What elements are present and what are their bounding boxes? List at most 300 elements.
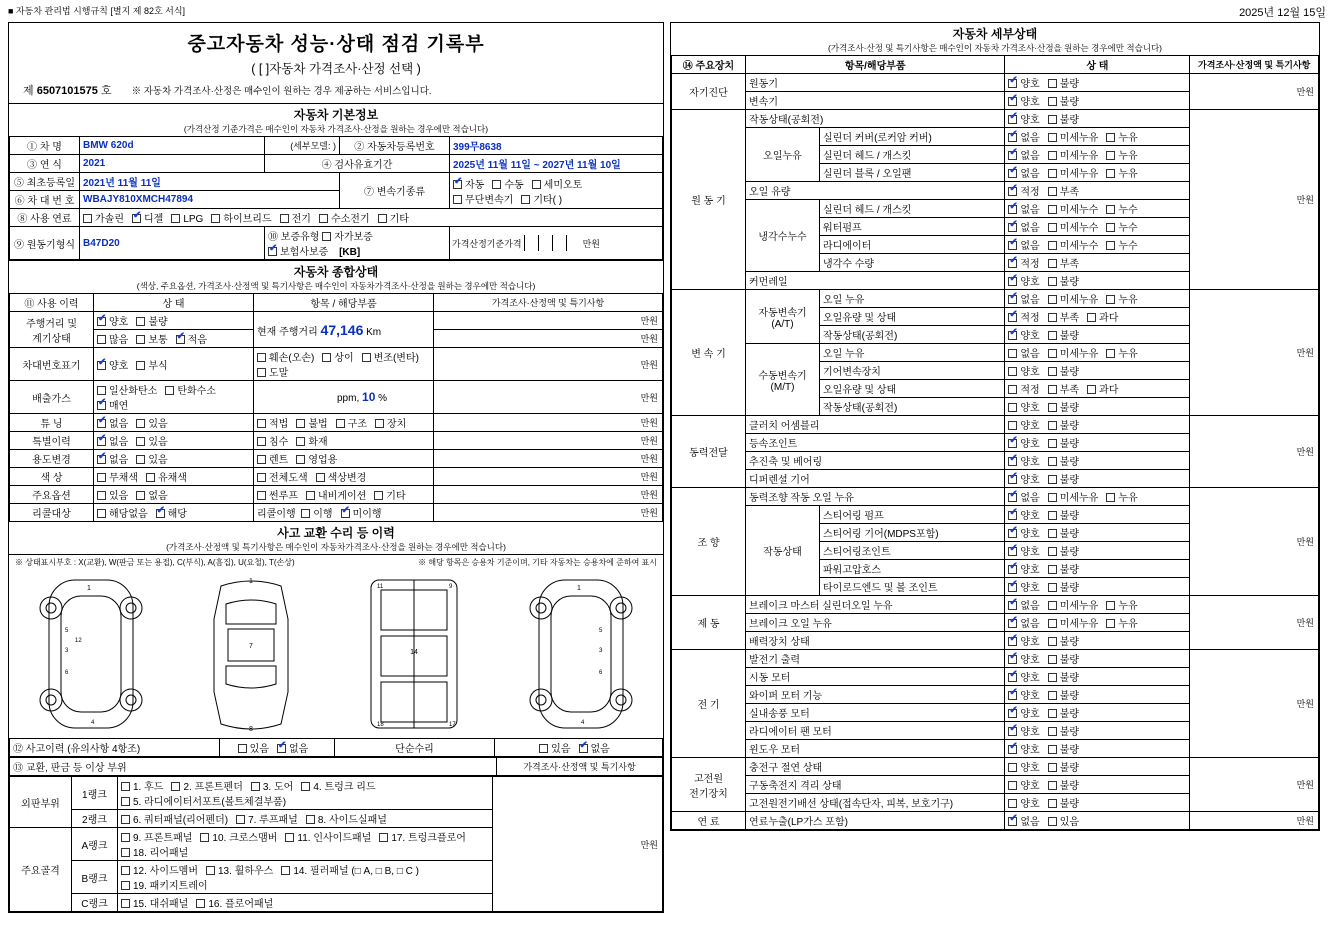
checkbox[interactable] (378, 214, 387, 223)
detail-state-options[interactable] (1005, 668, 1190, 686)
state-option[interactable] (1106, 237, 1137, 252)
checkbox[interactable] (1008, 151, 1017, 160)
state-option[interactable] (1048, 201, 1099, 216)
warranty-cell[interactable] (265, 227, 450, 260)
checkbox[interactable] (1048, 385, 1057, 394)
checkbox[interactable] (136, 361, 145, 370)
state-option[interactable] (165, 382, 216, 397)
checkbox[interactable] (1106, 493, 1115, 502)
checkbox[interactable] (375, 419, 384, 428)
checkbox[interactable] (1008, 277, 1017, 286)
checkbox[interactable] (1008, 457, 1017, 466)
state-option[interactable] (1106, 147, 1137, 162)
fuel-options[interactable] (80, 209, 663, 227)
row-item[interactable] (254, 486, 434, 504)
simple-repair-option[interactable] (579, 740, 610, 755)
state-option[interactable] (1008, 471, 1039, 486)
detail-state-options[interactable] (1005, 254, 1190, 272)
checkbox[interactable] (1008, 799, 1017, 808)
state-option[interactable] (1048, 813, 1079, 828)
checkbox[interactable] (1048, 439, 1057, 448)
detail-state-options[interactable] (1005, 794, 1190, 812)
checkbox[interactable] (1008, 709, 1017, 718)
state-option[interactable] (1008, 777, 1039, 792)
state-option[interactable] (1048, 471, 1079, 486)
checkbox[interactable] (1008, 763, 1017, 772)
part-option[interactable] (121, 793, 286, 808)
row-item[interactable] (254, 504, 434, 522)
checkbox[interactable] (1008, 781, 1017, 790)
part-option[interactable] (236, 811, 298, 826)
item-option[interactable] (341, 505, 382, 520)
checkbox[interactable] (306, 815, 315, 824)
checkbox[interactable] (1048, 565, 1057, 574)
state-option[interactable] (1048, 651, 1079, 666)
detail-state-options[interactable] (1005, 344, 1190, 362)
detail-state-options[interactable] (1005, 560, 1190, 578)
detail-state-options[interactable] (1005, 200, 1190, 218)
checkbox[interactable] (257, 473, 266, 482)
checkbox[interactable] (97, 361, 106, 370)
checkbox[interactable] (206, 866, 215, 875)
checkbox[interactable] (1008, 511, 1017, 520)
simple-repair-option[interactable] (539, 740, 570, 755)
state-option[interactable] (1048, 309, 1079, 324)
checkbox[interactable] (1008, 349, 1017, 358)
checkbox[interactable] (1048, 745, 1057, 754)
checkbox[interactable] (257, 455, 266, 464)
checkbox[interactable] (1048, 97, 1057, 106)
checkbox[interactable] (97, 401, 106, 410)
checkbox[interactable] (1048, 619, 1057, 628)
state-option[interactable] (1048, 435, 1079, 450)
checkbox[interactable] (1008, 421, 1017, 430)
checkbox[interactable] (156, 509, 165, 518)
checkbox[interactable] (1008, 547, 1017, 556)
checkbox[interactable] (1008, 313, 1017, 322)
state-option[interactable] (97, 357, 128, 372)
checkbox[interactable] (1008, 385, 1017, 394)
detail-state-options[interactable] (1005, 416, 1190, 434)
checkbox[interactable] (97, 491, 106, 500)
checkbox[interactable] (136, 317, 145, 326)
part-option[interactable] (251, 778, 293, 793)
part-option[interactable] (121, 811, 228, 826)
fuel-option[interactable] (378, 210, 409, 225)
checkbox[interactable] (1008, 241, 1017, 250)
state-option[interactable] (1048, 705, 1079, 720)
item-option[interactable] (296, 415, 327, 430)
checkbox[interactable] (97, 335, 106, 344)
state-option[interactable] (1008, 363, 1039, 378)
checkbox[interactable] (1008, 205, 1017, 214)
detail-state-options[interactable] (1005, 506, 1190, 524)
state-option[interactable] (1008, 165, 1039, 180)
part-option[interactable] (306, 811, 387, 826)
detail-state-options[interactable] (1005, 704, 1190, 722)
checkbox[interactable] (257, 491, 266, 500)
checkbox[interactable] (322, 232, 331, 241)
state-option[interactable] (1106, 201, 1137, 216)
checkbox[interactable] (281, 866, 290, 875)
state-option[interactable] (1048, 399, 1079, 414)
warranty-option[interactable] (322, 228, 373, 243)
state-option[interactable] (1008, 561, 1039, 576)
state-option[interactable] (97, 505, 148, 520)
state-option[interactable] (1048, 255, 1079, 270)
checkbox[interactable] (1008, 583, 1017, 592)
state-option[interactable] (1048, 237, 1099, 252)
checkbox[interactable] (132, 214, 141, 223)
detail-state-options[interactable] (1005, 146, 1190, 164)
checkbox[interactable] (121, 833, 130, 842)
state-option[interactable] (176, 331, 207, 346)
checkbox[interactable] (1106, 151, 1115, 160)
transmission-option[interactable] (492, 176, 523, 191)
state-option[interactable] (1008, 741, 1039, 756)
checkbox[interactable] (1008, 187, 1017, 196)
checkbox[interactable] (1048, 493, 1057, 502)
checkbox[interactable] (257, 368, 266, 377)
checkbox[interactable] (1008, 565, 1017, 574)
checkbox[interactable] (1048, 367, 1057, 376)
item-option[interactable] (257, 451, 288, 466)
state-option[interactable] (1008, 453, 1039, 468)
state-option[interactable] (1048, 345, 1099, 360)
state-option[interactable] (1008, 111, 1039, 126)
state-option[interactable] (1008, 651, 1039, 666)
checkbox[interactable] (1048, 79, 1057, 88)
state-option[interactable] (1008, 615, 1039, 630)
checkbox[interactable] (1008, 673, 1017, 682)
row-state[interactable] (94, 381, 254, 414)
checkbox[interactable] (1106, 241, 1115, 250)
checkbox[interactable] (1106, 133, 1115, 142)
checkbox[interactable] (136, 455, 145, 464)
item-option[interactable] (257, 433, 288, 448)
detail-state-options[interactable] (1005, 128, 1190, 146)
state-option[interactable] (1008, 273, 1039, 288)
checkbox[interactable] (1048, 223, 1057, 232)
detail-state-options[interactable] (1005, 92, 1190, 110)
checkbox[interactable] (1048, 169, 1057, 178)
state-option[interactable] (1008, 579, 1039, 594)
part-option[interactable] (206, 862, 273, 877)
checkbox[interactable] (1048, 187, 1057, 196)
detail-state-options[interactable] (1005, 110, 1190, 128)
checkbox[interactable] (257, 419, 266, 428)
checkbox[interactable] (97, 419, 106, 428)
checkbox[interactable] (1048, 259, 1057, 268)
item-option[interactable] (257, 487, 298, 502)
checkbox[interactable] (1048, 529, 1057, 538)
checkbox[interactable] (1008, 133, 1017, 142)
checkbox[interactable] (1048, 205, 1057, 214)
state-option[interactable] (1008, 417, 1039, 432)
parts-options[interactable] (118, 861, 493, 894)
checkbox[interactable] (1048, 151, 1057, 160)
checkbox[interactable] (1008, 529, 1017, 538)
checkbox[interactable] (316, 473, 325, 482)
state-option[interactable] (1048, 93, 1079, 108)
item-option[interactable] (257, 469, 308, 484)
checkbox[interactable] (165, 386, 174, 395)
checkbox[interactable] (97, 473, 106, 482)
checkbox[interactable] (1048, 601, 1057, 610)
checkbox[interactable] (1008, 817, 1017, 826)
row-state[interactable] (94, 450, 254, 468)
checkbox[interactable] (1048, 691, 1057, 700)
state-option[interactable] (97, 331, 128, 346)
accident-history-option[interactable] (277, 740, 308, 755)
checkbox[interactable] (280, 214, 289, 223)
checkbox[interactable] (211, 214, 220, 223)
detail-state-options[interactable] (1005, 740, 1190, 758)
item-option[interactable] (322, 349, 353, 364)
state-option[interactable] (146, 469, 187, 484)
checkbox[interactable] (1106, 169, 1115, 178)
state-option[interactable] (1106, 291, 1137, 306)
detail-state-options[interactable] (1005, 758, 1190, 776)
state-option[interactable] (1008, 435, 1039, 450)
checkbox[interactable] (1008, 331, 1017, 340)
checkbox[interactable] (121, 866, 130, 875)
detail-state-options[interactable] (1005, 632, 1190, 650)
state-option[interactable] (97, 469, 138, 484)
checkbox[interactable] (1048, 331, 1057, 340)
state-option[interactable] (1048, 615, 1099, 630)
detail-state-options[interactable] (1005, 470, 1190, 488)
state-option[interactable] (1008, 75, 1039, 90)
checkbox[interactable] (97, 386, 106, 395)
state-option[interactable] (1106, 165, 1137, 180)
part-option[interactable] (121, 877, 208, 892)
checkbox[interactable] (306, 491, 315, 500)
item-option[interactable] (296, 433, 327, 448)
checkbox[interactable] (521, 195, 530, 204)
checkbox[interactable] (1048, 799, 1057, 808)
state-option[interactable] (1048, 579, 1079, 594)
state-option[interactable] (1008, 525, 1039, 540)
checkbox[interactable] (136, 335, 145, 344)
item-option[interactable] (316, 469, 367, 484)
state-option[interactable] (1048, 687, 1079, 702)
checkbox[interactable] (136, 419, 145, 428)
state-option[interactable] (136, 357, 167, 372)
row-item[interactable] (254, 348, 434, 381)
row-state[interactable] (94, 348, 254, 381)
detail-state-options[interactable] (1005, 218, 1190, 236)
row-state[interactable] (94, 504, 254, 522)
detail-state-options[interactable] (1005, 542, 1190, 560)
checkbox[interactable] (319, 214, 328, 223)
checkbox[interactable] (277, 744, 286, 753)
checkbox[interactable] (341, 509, 350, 518)
checkbox[interactable] (1048, 781, 1057, 790)
checkbox[interactable] (1048, 583, 1057, 592)
checkbox[interactable] (251, 782, 260, 791)
parts-options[interactable] (118, 828, 493, 861)
detail-state-options[interactable] (1005, 776, 1190, 794)
state-option[interactable] (1048, 543, 1079, 558)
checkbox[interactable] (1048, 349, 1057, 358)
checkbox[interactable] (1048, 763, 1057, 772)
detail-state-options[interactable] (1005, 182, 1190, 200)
state-option[interactable] (1106, 489, 1137, 504)
checkbox[interactable] (1048, 457, 1057, 466)
detail-state-options[interactable] (1005, 812, 1190, 830)
detail-state-options[interactable] (1005, 434, 1190, 452)
checkbox[interactable] (1106, 205, 1115, 214)
checkbox[interactable] (1008, 601, 1017, 610)
state-option[interactable] (1048, 633, 1079, 648)
checkbox[interactable] (97, 455, 106, 464)
checkbox[interactable] (1008, 223, 1017, 232)
checkbox[interactable] (301, 782, 310, 791)
state-option[interactable] (1008, 237, 1039, 252)
state-option[interactable] (1048, 417, 1079, 432)
state-option[interactable] (1008, 795, 1039, 810)
part-option[interactable] (121, 844, 188, 859)
state-option[interactable] (1087, 309, 1118, 324)
checkbox[interactable] (1048, 295, 1057, 304)
detail-state-options[interactable] (1005, 272, 1190, 290)
state-option[interactable] (97, 415, 128, 430)
state-option[interactable] (1048, 561, 1079, 576)
item-option[interactable] (257, 349, 314, 364)
detail-state-options[interactable] (1005, 398, 1190, 416)
fuel-option[interactable] (319, 210, 370, 225)
item-option[interactable] (375, 415, 406, 430)
state-option[interactable] (136, 415, 167, 430)
detail-state-options[interactable] (1005, 578, 1190, 596)
fuel-option[interactable] (171, 213, 203, 225)
row-item[interactable] (254, 432, 434, 450)
checkbox[interactable] (1048, 655, 1057, 664)
state-option[interactable] (136, 331, 167, 346)
checkbox[interactable] (1106, 223, 1115, 232)
checkbox[interactable] (374, 491, 383, 500)
state-option[interactable] (1048, 183, 1079, 198)
checkbox[interactable] (1106, 349, 1115, 358)
state-option[interactable] (97, 397, 128, 412)
transmission-option[interactable] (532, 176, 583, 191)
state-option[interactable] (1087, 381, 1118, 396)
checkbox[interactable] (83, 214, 92, 223)
detail-state-options[interactable] (1005, 524, 1190, 542)
state-option[interactable] (1008, 489, 1039, 504)
state-option[interactable] (1008, 399, 1039, 414)
checkbox[interactable] (1048, 727, 1057, 736)
checkbox[interactable] (1048, 115, 1057, 124)
checkbox[interactable] (97, 509, 106, 518)
detail-state-options[interactable] (1005, 380, 1190, 398)
state-option[interactable] (1048, 795, 1079, 810)
row-item[interactable] (254, 381, 434, 414)
state-option[interactable] (97, 313, 128, 328)
checkbox[interactable] (1048, 313, 1057, 322)
checkbox[interactable] (1048, 673, 1057, 682)
state-option[interactable] (1048, 219, 1099, 234)
checkbox[interactable] (257, 353, 266, 362)
checkbox[interactable] (1008, 403, 1017, 412)
checkbox[interactable] (1048, 511, 1057, 520)
state-option[interactable] (97, 382, 157, 397)
checkbox[interactable] (285, 833, 294, 842)
parts-options[interactable] (118, 894, 493, 912)
checkbox[interactable] (1008, 169, 1017, 178)
checkbox[interactable] (579, 744, 588, 753)
state-option[interactable] (1008, 255, 1039, 270)
checkbox[interactable] (136, 437, 145, 446)
item-option[interactable] (257, 415, 288, 430)
state-option[interactable] (136, 433, 167, 448)
checkbox[interactable] (1008, 259, 1017, 268)
state-option[interactable] (1008, 327, 1039, 342)
transmission-options[interactable] (450, 173, 663, 209)
row-state[interactable] (94, 414, 254, 432)
checkbox[interactable] (1008, 439, 1017, 448)
row-state[interactable] (94, 312, 254, 330)
checkbox[interactable] (1048, 277, 1057, 286)
state-option[interactable] (1048, 525, 1079, 540)
state-option[interactable] (1008, 201, 1039, 216)
checkbox[interactable] (1008, 295, 1017, 304)
state-option[interactable] (1008, 507, 1039, 522)
checkbox[interactable] (379, 833, 388, 842)
part-option[interactable] (379, 829, 466, 844)
state-option[interactable] (1048, 759, 1079, 774)
checkbox[interactable] (539, 744, 548, 753)
state-option[interactable] (1106, 129, 1137, 144)
row-state[interactable] (94, 432, 254, 450)
detail-state-options[interactable] (1005, 236, 1190, 254)
state-option[interactable] (1048, 147, 1099, 162)
checkbox[interactable] (296, 437, 305, 446)
checkbox[interactable] (1008, 637, 1017, 646)
checkbox[interactable] (196, 899, 205, 908)
detail-state-options[interactable] (1005, 452, 1190, 470)
state-option[interactable] (1008, 345, 1039, 360)
checkbox[interactable] (97, 317, 106, 326)
state-option[interactable] (1106, 615, 1137, 630)
detail-state-options[interactable] (1005, 722, 1190, 740)
state-option[interactable] (1106, 597, 1137, 612)
state-option[interactable] (1008, 669, 1039, 684)
state-option[interactable] (1008, 543, 1039, 558)
state-option[interactable] (1008, 723, 1039, 738)
checkbox[interactable] (1106, 619, 1115, 628)
part-option[interactable] (121, 829, 192, 844)
row-item[interactable] (254, 450, 434, 468)
fuel-option[interactable] (132, 210, 163, 225)
checkbox[interactable] (238, 744, 247, 753)
state-option[interactable] (1008, 291, 1039, 306)
checkbox[interactable] (296, 419, 305, 428)
state-option[interactable] (1048, 489, 1099, 504)
checkbox[interactable] (171, 782, 180, 791)
state-option[interactable] (1048, 669, 1079, 684)
state-option[interactable] (1048, 75, 1079, 90)
checkbox[interactable] (336, 419, 345, 428)
state-option[interactable] (1008, 597, 1039, 612)
state-option[interactable] (1048, 507, 1079, 522)
state-option[interactable] (1048, 597, 1099, 612)
fuel-option[interactable] (83, 210, 124, 225)
state-option[interactable] (1106, 219, 1137, 234)
state-option[interactable] (1048, 741, 1079, 756)
row-state[interactable] (94, 330, 254, 348)
